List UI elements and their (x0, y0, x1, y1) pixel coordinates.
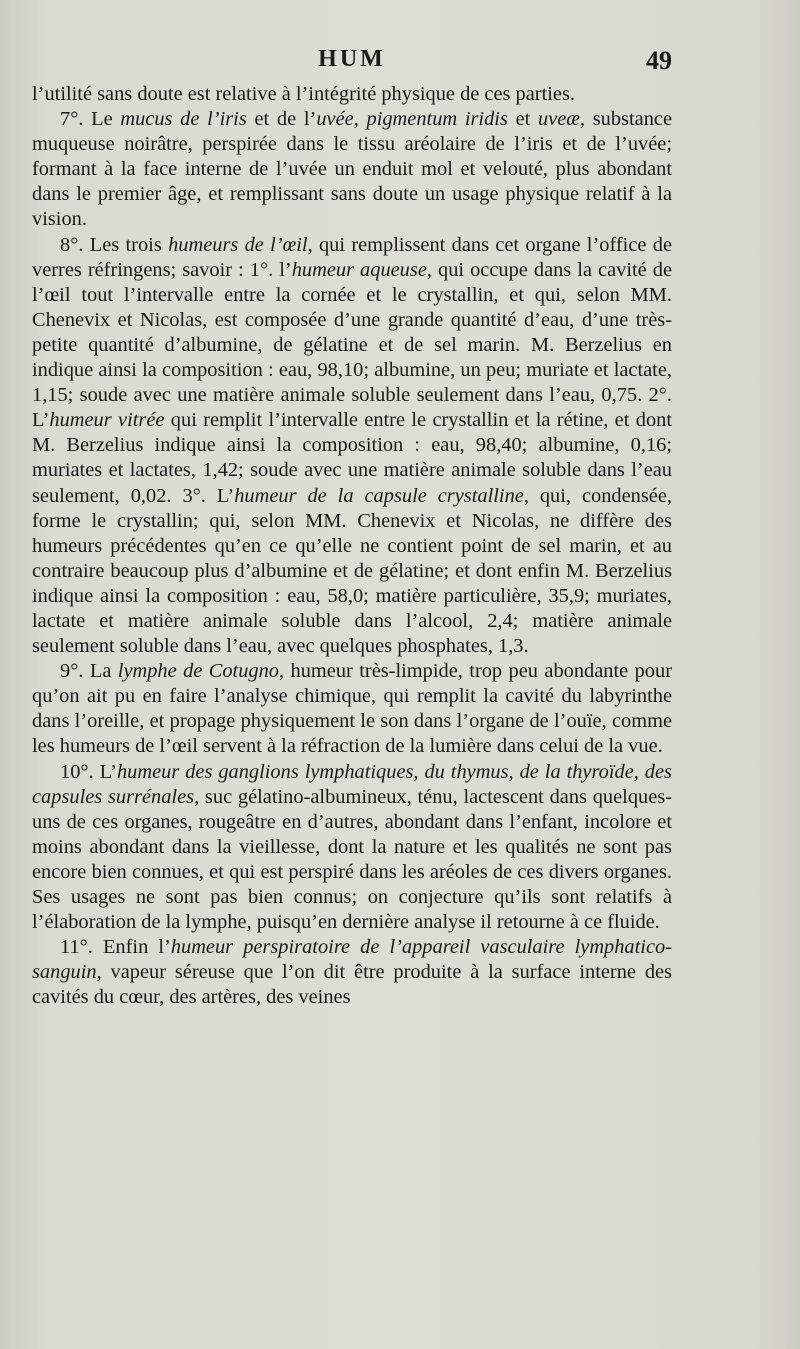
italic-term: lymphe de Cotugno (117, 660, 280, 683)
paragraph-number: 7°. (60, 108, 84, 131)
paragraph-number: 10°. (60, 760, 94, 783)
paragraph-11 (32, 935, 672, 1010)
italic-term: humeur vitrée (49, 409, 165, 432)
text-run: , vapeur séreuse que l’on dit être produite à la surface interne des cavités du cœur, des artères, des veines (32, 961, 672, 1009)
paragraph-number: 8°. (60, 233, 84, 256)
body-text (32, 82, 672, 1010)
paragraph-10 (32, 760, 672, 936)
paragraph-continuation (32, 82, 672, 107)
text-run: qui remplit l’intervalle entre le crystallin et la rétine, et dont M. Berzelius indique ainsi la composition : eau, 98,40; albumine, 0,16; muriates et lactates, 1,42; soude avec une matière animale soluble dans l’eau seulement, 0,02. 3°. L’ (32, 409, 673, 507)
text-run: , qui remplissent dans cet organe l’office de verres réfringens; savoir : 1°. l’ (32, 233, 672, 281)
text-run: , qui, condensée, forme le crystallin; qui, selon MM. Chenevix et Nicolas, ne diffère des humeurs précédentes qu’en ce qu’elle ne contient point de sel marin, et au contraire beaucoup plus d’albumine et de gélatine; et dont enfin M. Berzelius indique ainsi la composition : eau, 58,0; matière particulière, 35,9; muriates, lactate et matière animale soluble dans l’alcool, 2,4; matière animale seulement soluble dans l’eau, avec quelques phosphates, 1,3. (32, 484, 672, 658)
text-run: L’ (93, 760, 117, 783)
italic-term: pigmentum iridis (366, 108, 508, 131)
italic-term: mucus de l’iris (120, 108, 247, 131)
italic-term: humeur aqueuse (291, 258, 427, 281)
text-run: , humeur très-limpide, trop peu abondante pour qu’on ait pu en faire l’analyse chimique, qui remplit la cavité du labyrinthe dans l’oreille, et propage physiquement le son dans l’organe de l’ouïe, comme les humeurs de l’œil servent à la réfraction de la lumière dans celui de la vue. (32, 660, 672, 758)
italic-term: humeur des ganglions lymphatiques, du thymus, de la thyroïde, des capsules surrénales (32, 760, 672, 808)
paragraph-number: 11°. (60, 936, 93, 959)
paragraph-number: 9°. (60, 660, 84, 683)
text-run: Le (83, 108, 121, 131)
running-head: HUM (318, 46, 386, 72)
page-number: 49 (646, 46, 672, 75)
paragraph-7 (32, 107, 672, 232)
italic-term: uvée (316, 108, 354, 131)
text-run: , suc gélatino-albumineux, ténu, lactescent dans quelques-uns de ces organes, rougeâtre en d’autres, abondant dans l’enfant, incolore et moins abondant dans la vieillesse, dont la nature et les qualités ne sont pas encore bien connues, et qui est perspiré dans les aréoles de ces divers organes. Ses usages ne sont pas bien connus; on conjecture qu’ils sont relatifs à l’élaboration de la lymphe, puisqu’en dernière analyse il retourne à ce fluide. (32, 785, 672, 934)
italic-term: humeurs de l’œil (168, 233, 308, 256)
paragraph-8 (32, 233, 672, 660)
page-header (32, 46, 672, 76)
text-run: , substance muqueuse noirâtre, perspirée dans le tissu aréolaire de l’iris et de l’uvée; formant à la face interne de l’uvée un enduit mol et velouté, plus abondant dans le premier âge, et remplissant sans doute un usage physique relatif à la vision. (32, 108, 672, 231)
text-run: La (83, 660, 118, 683)
text-run: , (353, 108, 367, 131)
text-run: l’utilité sans doute est relative à l’intégrité physique de ces parties. (32, 83, 576, 105)
text-run: Enfin l’ (92, 936, 171, 959)
paragraph-9 (32, 659, 672, 759)
text-run: et (507, 108, 539, 131)
italic-term: humeur de la capsule crystalline (234, 484, 524, 507)
italic-term: humeur perspiratoire de l’appareil vasculaire lymphatico-sanguin (32, 936, 672, 984)
text-run: et de l’ (246, 108, 317, 131)
text-run: , qui occupe dans la cavité de l’œil tout l’intervalle entre la cornée et le crystallin, et qui, selon MM. Chenevix et Nicolas, est composée d’une grande quantité d’eau, d’une très-petite quantité d’albumine, de gélatine et de sel marin. M. Berzelius en indique ainsi la composition : eau, 98,10; albumine, un peu; muriate et lactate, 1,15; soude avec une matière animale soluble seulement dans l’eau, 0,75. 2°. L’ (32, 258, 672, 432)
italic-term: uveæ (538, 108, 580, 131)
text-run: Les trois (83, 233, 169, 256)
